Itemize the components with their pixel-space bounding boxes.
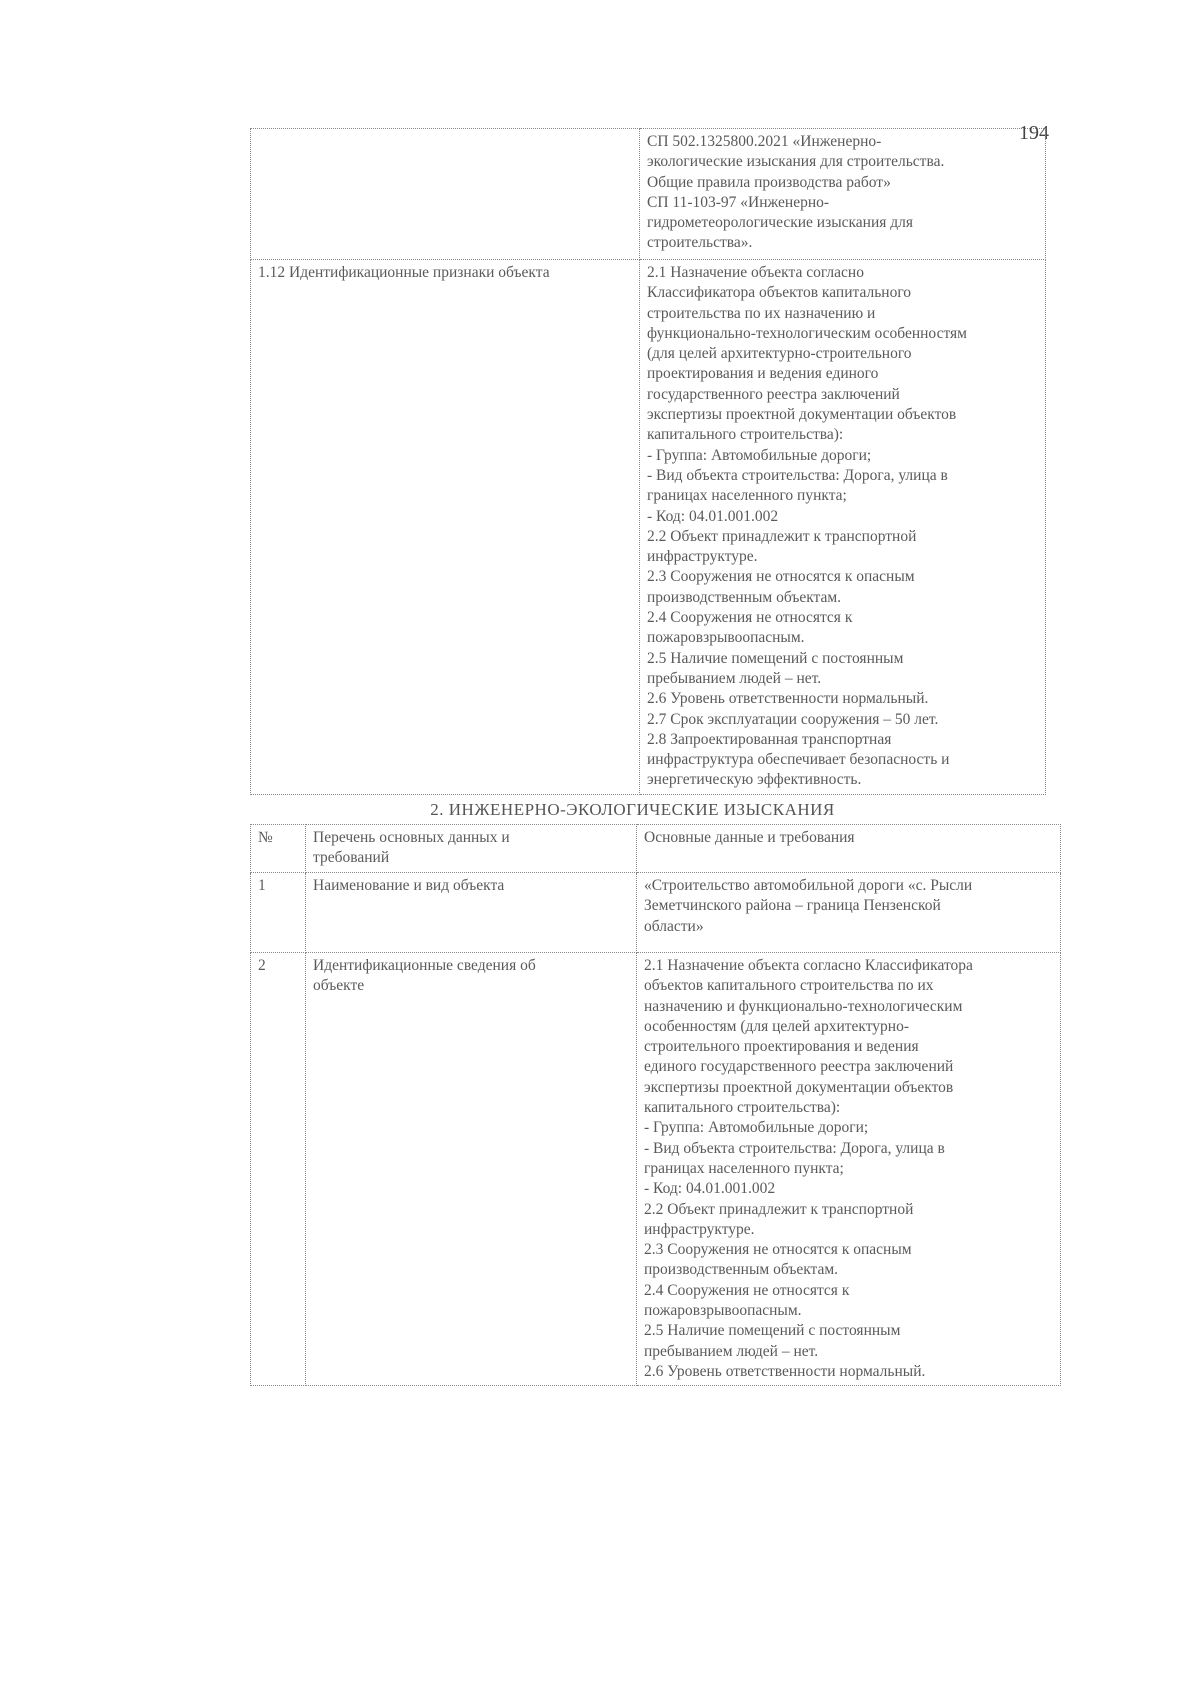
- text-line: строительства».: [647, 234, 753, 252]
- text-line: производственным объектам.: [644, 1261, 839, 1279]
- text-line: пожаровзрывоопасным.: [644, 1302, 802, 1320]
- text-line: экспертизы проектной документации объектов: [644, 1078, 954, 1096]
- engineering-ecological-table: [250, 824, 1061, 1386]
- text-line: 2.8 Запроектированная транспортная: [647, 730, 892, 748]
- row-label: [306, 953, 637, 1386]
- text-line: - Код: 04.01.001.002: [644, 1180, 776, 1198]
- text-line: границах населенного пункта;: [644, 1159, 844, 1177]
- table-row: [251, 129, 1046, 260]
- text-line: инфраструктуре.: [644, 1220, 755, 1238]
- row-content: [637, 953, 1061, 1386]
- text-line: 2.7 Срок эксплуатации сооружения – 50 лет.: [647, 710, 939, 728]
- text-line: Идентификационные сведения об: [313, 957, 536, 974]
- text-line: инфраструктура обеспечивает безопасность и: [647, 751, 950, 769]
- table-row: [251, 873, 1061, 953]
- text-line: области»: [644, 917, 704, 935]
- table-row: [251, 260, 1046, 795]
- text-line: 2.1 Назначение объекта согласно Классификатора: [644, 957, 973, 974]
- header-main-data: Основные данные и требования: [637, 825, 1061, 873]
- text-line: экспертизы проектной документации объектов: [647, 406, 957, 424]
- text-line: объекте: [313, 977, 365, 995]
- table-cell-content: [640, 129, 1046, 260]
- row-number: 1: [251, 873, 306, 953]
- row-label: [306, 873, 637, 953]
- text-line: объектов капитального строительства по их: [644, 977, 934, 995]
- text-line: 2.2 Объект принадлежит к транспортной: [644, 1200, 914, 1218]
- text-line: (для целей архитектурно-строительного: [647, 345, 912, 363]
- header-number: №: [251, 825, 306, 873]
- text-line: Классификатора объектов капитального: [647, 284, 912, 302]
- text-line: Перечень основных данных и: [313, 829, 510, 846]
- page-number: 194: [1019, 122, 1049, 144]
- text-line: особенностям (для целей архитектурно-: [644, 1017, 909, 1035]
- text-line: капитального строительства):: [647, 426, 844, 444]
- text-line: пребыванием людей – нет.: [647, 669, 822, 687]
- text-line: 2.2 Объект принадлежит к транспортной: [647, 527, 917, 545]
- text-line: «Строительство автомобильной дороги «с. Рысли: [644, 877, 973, 894]
- text-line: пожаровзрывоопасным.: [647, 629, 805, 647]
- text-line: 2.3 Сооружения не относятся к опасным: [647, 568, 915, 586]
- text-line: - Вид объекта строительства: Дорога, улица в: [647, 466, 948, 484]
- text-line: требований: [313, 849, 390, 867]
- text-line: капитального строительства):: [644, 1099, 841, 1117]
- identification-table: [250, 128, 1046, 795]
- text-line: - Вид объекта строительства: Дорога, улица в: [644, 1139, 945, 1157]
- row-content: [637, 873, 1061, 953]
- text-line: экологические изыскания для строительства.: [647, 153, 945, 171]
- text-line: Общие правила производства работ»: [647, 173, 891, 191]
- text-line: 2.6 Уровень ответственности нормальный.: [647, 690, 929, 708]
- table-header-row: [251, 825, 1061, 873]
- text-line: Наименование и вид объекта: [313, 877, 505, 894]
- text-line: энергетическую эффективность.: [647, 771, 862, 789]
- text-line: единого государственного реестра заключений: [644, 1058, 954, 1076]
- table-cell-content: [640, 260, 1046, 795]
- text-line: - Группа: Автомобильные дороги;: [644, 1119, 869, 1137]
- text-line: функционально-технологическим особенностям: [647, 324, 967, 342]
- text-line: 2.4 Сооружения не относятся к: [644, 1281, 850, 1299]
- text-line: 2.1 Назначение объекта согласно: [647, 264, 864, 281]
- text-line: строительного проектирования и ведения: [644, 1038, 919, 1056]
- text-line: границах населенного пункта;: [647, 487, 847, 505]
- text-line: Земетчинского района – граница Пензенской: [644, 897, 941, 915]
- table-row: [251, 953, 1061, 1386]
- text-line: инфраструктуре.: [647, 548, 758, 566]
- text-line: - Код: 04.01.001.002: [647, 507, 779, 525]
- section-title: 2. ИНЖЕНЕРНО-ЭКОЛОГИЧЕСКИЕ ИЗЫСКАНИЯ: [430, 800, 835, 819]
- text-line: СП 502.1325800.2021 «Инженерно-: [647, 133, 882, 150]
- text-line: СП 11-103-97 «Инженерно-: [647, 193, 830, 211]
- table-cell-label: [251, 129, 640, 260]
- header-data-list: [306, 825, 637, 873]
- table-cell-label: 1.12 Идентификационные признаки объекта: [251, 260, 640, 795]
- text-line: 2.5 Наличие помещений с постоянным: [644, 1322, 901, 1340]
- text-line: производственным объектам.: [647, 588, 842, 606]
- text-line: проектирования и ведения единого: [647, 365, 879, 383]
- text-line: 2.5 Наличие помещений с постоянным: [647, 649, 904, 667]
- row-number: 2: [251, 953, 306, 1386]
- text-line: 2.4 Сооружения не относятся к: [647, 609, 853, 627]
- text-line: 2.3 Сооружения не относятся к опасным: [644, 1241, 912, 1259]
- text-line: строительства по их назначению и: [647, 304, 876, 322]
- text-line: назначению и функционально-технологическим: [644, 997, 963, 1015]
- text-line: 2.6 Уровень ответственности нормальный.: [644, 1362, 926, 1380]
- text-line: государственного реестра заключений: [647, 385, 900, 403]
- text-line: - Группа: Автомобильные дороги;: [647, 446, 872, 464]
- text-line: пребыванием людей – нет.: [644, 1342, 819, 1360]
- text-line: гидрометеорологические изыскания для: [647, 214, 914, 232]
